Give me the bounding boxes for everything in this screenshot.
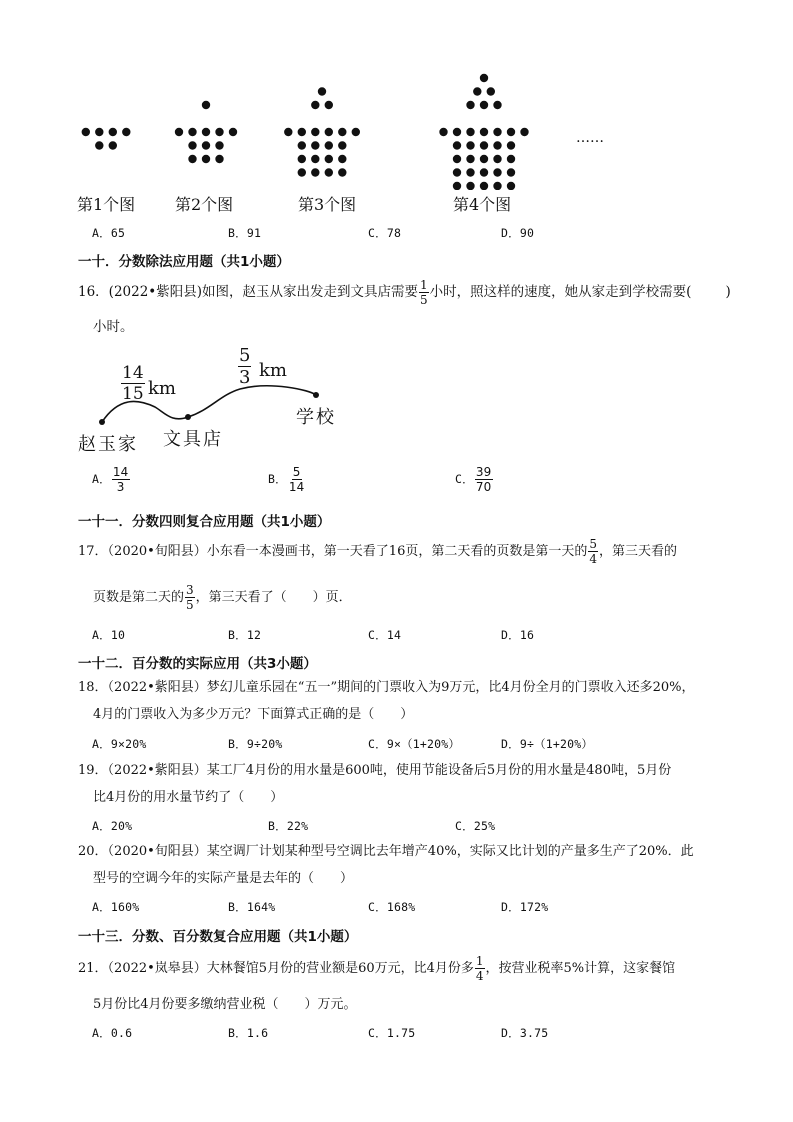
- fig3-dot-0: [318, 87, 326, 95]
- figure-ellipsis: ……: [576, 130, 604, 146]
- q20-option-d[interactable]: D．172%: [501, 900, 549, 914]
- section-11-title: 一十一．分数四则复合应用题（共1小题）: [78, 514, 331, 530]
- q21-option-b[interactable]: B．1.6: [228, 1026, 269, 1040]
- section-12-title: 一十二．百分数的实际应用（共3小题）: [78, 656, 317, 672]
- fig4-dot-12: [520, 128, 528, 136]
- q21-option-a[interactable]: A．0.6: [92, 1026, 133, 1040]
- fig4-dot-30: [480, 182, 488, 190]
- fig3-dot-6: [325, 128, 333, 136]
- fig4-dot-16: [493, 141, 501, 149]
- q21-option-d[interactable]: D．3.75: [501, 1026, 549, 1040]
- fig4-dot-11: [507, 128, 515, 136]
- fig1-dot-3: [122, 128, 130, 136]
- fig2-dot-10: [202, 155, 210, 163]
- fig2-dot-6: [188, 141, 196, 149]
- section-10-title: 一十．分数除法应用题（共1小题）: [78, 254, 290, 270]
- fig3-dot-7: [338, 128, 346, 136]
- q19-option-a[interactable]: A．20%: [92, 819, 133, 833]
- route-segment-1-fraction: 14 15: [122, 363, 144, 404]
- route-segment-2-fraction: 5 3: [239, 345, 251, 388]
- dot-figure-2: [175, 101, 237, 163]
- section-13-title: 一十三．分数、百分数复合应用题（共1小题）: [78, 929, 358, 945]
- fig2-dot-5: [229, 128, 237, 136]
- fig3-dot-8: [352, 128, 360, 136]
- fig2-dot-8: [215, 141, 223, 149]
- q17-option-c[interactable]: C．14: [368, 628, 402, 642]
- fig4-dot-20: [480, 155, 488, 163]
- fig3-dot-16: [338, 155, 346, 163]
- fig4-dot-14: [466, 141, 474, 149]
- q20-option-c[interactable]: C．168%: [368, 900, 416, 914]
- fig2-dot-3: [202, 128, 210, 136]
- fig4-dot-31: [493, 182, 501, 190]
- dot-pattern-figure: [80, 70, 640, 190]
- fig3-dot-5: [311, 128, 319, 136]
- q17-option-b[interactable]: B．12: [228, 628, 262, 642]
- figure-label-3: 第3个图: [298, 195, 357, 214]
- fig3-dot-10: [311, 141, 319, 149]
- fig3-dot-13: [298, 155, 306, 163]
- q18-option-c[interactable]: C．9×（1+20%）: [368, 737, 461, 751]
- q16-prefix: 16．(2022•紫阳县)如图，赵玉从家出发走到文具店需要: [78, 284, 419, 300]
- q20-line2: 型号的空调今年的实际产量是去年的（ ）: [93, 871, 354, 886]
- school-point: [313, 392, 319, 398]
- q21-option-c[interactable]: C．1.75: [368, 1026, 416, 1040]
- fig4-dot-15: [480, 141, 488, 149]
- fig3-dot-11: [325, 141, 333, 149]
- q16-option-b[interactable]: B． $\frac{5}{14}$: [268, 465, 305, 494]
- q16-suffix: 小时，照这样的速度，她从家走到学校需要(: [429, 284, 692, 300]
- fig2-dot-1: [175, 128, 183, 136]
- fig4-dot-1: [473, 87, 481, 95]
- fig4-dot-27: [507, 168, 515, 176]
- fig4-dot-3: [466, 101, 474, 109]
- home-label: 赵玉家: [78, 434, 138, 455]
- route-segment-1-unit: km: [148, 378, 176, 399]
- q21-line1: 21．（2022•岚皋县）大林餐馆5月份的营业额是60万元，比4月份多 $\frac{1}{4}$ ，按营业税率5%计算，这家餐馆: [78, 954, 676, 983]
- fig4-dot-32: [507, 182, 515, 190]
- q21-line2: 5月份比4月份要多缴纳营业税（ ）万元。: [93, 997, 357, 1012]
- q19-line2: 比4月份的用水量节约了（ ）: [93, 790, 284, 805]
- fig4-dot-29: [466, 182, 474, 190]
- fig4-dot-18: [453, 155, 461, 163]
- q17-line1: 17．（2020•旬阳县）小东看一本漫画书，第一天看了16页，第二天看的页数是第一天的 $\frac{5}{4}$ ，第三天看的: [78, 537, 677, 566]
- dot-figure-3: [284, 87, 360, 176]
- fig3-dot-15: [325, 155, 333, 163]
- q18-option-a[interactable]: A．9×20%: [92, 737, 147, 751]
- q16-option-c[interactable]: C． $\frac{39}{70}$: [455, 465, 492, 494]
- figure-label-1: 第1个图: [77, 195, 136, 214]
- q15-option-a[interactable]: A．65: [92, 226, 126, 240]
- fig4-dot-2: [487, 87, 495, 95]
- q16-option-a[interactable]: A． $\frac{14}{3}$: [92, 465, 129, 494]
- fig4-dot-4: [480, 101, 488, 109]
- fig4-dot-28: [453, 182, 461, 190]
- fig3-dot-1: [311, 101, 319, 109]
- fig2-dot-11: [215, 155, 223, 163]
- fig4-dot-10: [493, 128, 501, 136]
- route-segment-2-unit: km: [259, 360, 287, 381]
- q18-option-d[interactable]: D．9÷（1+20%）: [501, 737, 594, 751]
- q18-line1: 18．（2022•紫阳县）梦幻儿童乐园在“五一”期间的门票收入为9万元，比4月份全月的门票收入还多20%，: [78, 680, 695, 695]
- fig1-dot-2: [109, 128, 117, 136]
- figure-label-2: 第2个图: [175, 195, 234, 214]
- q20-option-a[interactable]: A．160%: [92, 900, 140, 914]
- fig1-dot-0: [82, 128, 90, 136]
- fig3-dot-19: [325, 168, 333, 176]
- fig1-dot-1: [95, 128, 103, 136]
- fig3-dot-4: [298, 128, 306, 136]
- fig3-dot-17: [298, 168, 306, 176]
- fig2-dot-0: [202, 101, 210, 109]
- fig4-dot-21: [493, 155, 501, 163]
- fig4-dot-23: [453, 168, 461, 176]
- q16-fraction: $\frac{1}{5}$: [420, 278, 428, 307]
- fig4-dot-6: [439, 128, 447, 136]
- q15-option-c[interactable]: C．78: [368, 226, 402, 240]
- fig2-dot-2: [188, 128, 196, 136]
- fig3-dot-14: [311, 155, 319, 163]
- fig4-dot-7: [453, 128, 461, 136]
- fig4-dot-8: [466, 128, 474, 136]
- fig4-dot-0: [480, 74, 488, 82]
- q20-option-b[interactable]: B．164%: [228, 900, 276, 914]
- fig4-dot-9: [480, 128, 488, 136]
- fig2-dot-9: [188, 155, 196, 163]
- fig4-dot-25: [480, 168, 488, 176]
- q15-option-d[interactable]: D．90: [501, 226, 535, 240]
- q18-option-b[interactable]: B．9÷20%: [228, 737, 283, 751]
- store-point: [185, 414, 191, 420]
- q17-line2: 页数是第二天的 $\frac{3}{5}$ ，第三天看了（ ）页．: [93, 583, 352, 612]
- q18-line2: 4月的门票收入为多少万元？下面算式正确的是（ ）: [93, 707, 414, 722]
- q17-fraction-1: $\frac{5}{4}$: [589, 537, 597, 566]
- fig3-dot-2: [325, 101, 333, 109]
- q16-line1: [78, 279, 731, 306]
- q17-option-d[interactable]: D．16: [501, 628, 535, 642]
- q20-line1: 20．（2020•旬阳县）某空调厂计划某种型号空调比去年增产40%，实际又比计划的产量多生产了20%．此: [78, 844, 694, 859]
- fig4-dot-17: [507, 141, 515, 149]
- fig1-dot-4: [95, 141, 103, 149]
- q16-line2: 小时。: [93, 319, 134, 335]
- fig3-dot-18: [311, 168, 319, 176]
- q21-fraction: $\frac{1}{4}$: [475, 954, 484, 983]
- dot-figure-1: [82, 128, 131, 150]
- dot-figure-4: [439, 74, 528, 190]
- fig4-dot-26: [493, 168, 501, 176]
- q15-option-b[interactable]: B．91: [228, 226, 262, 240]
- q19-option-b[interactable]: B．22%: [268, 819, 309, 833]
- fig2-dot-7: [202, 141, 210, 149]
- q19-option-c[interactable]: C．25%: [455, 819, 496, 833]
- q17-fraction-2: $\frac{3}{5}$: [186, 583, 194, 612]
- fig4-dot-24: [466, 168, 474, 176]
- fig3-dot-12: [338, 141, 346, 149]
- home-point: [99, 419, 105, 425]
- fig4-dot-19: [466, 155, 474, 163]
- figure-label-4: 第4个图: [453, 195, 512, 214]
- store-label: 文具店: [163, 429, 223, 450]
- school-label: 学校: [296, 407, 336, 428]
- fig3-dot-3: [284, 128, 292, 136]
- q19-line1: 19．（2022•紫阳县）某工厂4月份的用水量是600吨，使用节能设备后5月份的用水量是480吨，5月份: [78, 763, 672, 778]
- fig3-dot-9: [298, 141, 306, 149]
- fig1-dot-5: [109, 141, 117, 149]
- fig4-dot-13: [453, 141, 461, 149]
- fig4-dot-22: [507, 155, 515, 163]
- fig4-dot-5: [493, 101, 501, 109]
- fig3-dot-20: [338, 168, 346, 176]
- q16-close: ): [725, 284, 731, 300]
- q17-option-a[interactable]: A．10: [92, 628, 126, 642]
- fig2-dot-4: [215, 128, 223, 136]
